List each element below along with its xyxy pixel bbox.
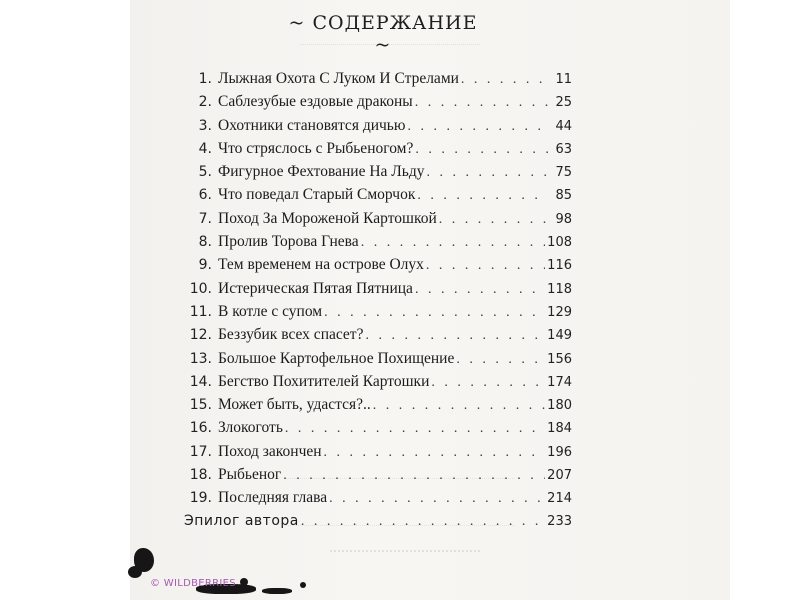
dot-leader: [415, 142, 548, 158]
chapter-title: Истерическая Пятая Пятница: [218, 279, 413, 297]
epilogue-title: Эпилог автора: [184, 512, 299, 529]
chapter-number: 17.: [189, 443, 212, 460]
chapter-title: Последняя глава: [218, 489, 328, 507]
chapter-number: 10.: [189, 280, 212, 297]
toc-entry: [184, 350, 572, 373]
dot-leader: [456, 352, 545, 368]
dot-leader: [415, 282, 545, 298]
page-number: 174: [547, 374, 572, 390]
toc-entry: [184, 70, 572, 93]
page-number: 25: [555, 95, 572, 111]
chapter-number: 6.: [198, 187, 212, 204]
page-number: 156: [547, 351, 572, 367]
chapter-title: Злокоготь: [218, 419, 283, 437]
ink-blot: [262, 588, 292, 594]
chapter-title: Фигурное Фехтование На Льду: [218, 163, 425, 181]
toc-entry: [184, 163, 572, 186]
toc-entry: [184, 186, 572, 209]
watermark: © WILDBERRIES: [150, 578, 236, 589]
chapter-number: 14.: [189, 373, 212, 390]
page-number: 75: [555, 165, 572, 181]
page-number: 184: [547, 421, 572, 437]
chapter-number: 19.: [189, 490, 212, 507]
toc-entry: [184, 326, 572, 349]
chapter-number: 1.: [198, 71, 212, 87]
ink-blot: [240, 578, 248, 586]
page-number: 116: [547, 258, 572, 274]
chapter-number: 5.: [198, 164, 212, 181]
dot-leader: [439, 212, 548, 228]
toc-entry: [184, 210, 572, 233]
page-number: 108: [547, 235, 572, 251]
chapter-title: Что поведал Старый Сморчок: [218, 186, 416, 204]
toc-entry: [184, 280, 572, 303]
dot-leader: [361, 235, 545, 251]
chapter-title: Поход За Мороженой Картошкой: [218, 209, 437, 227]
page-number: 98: [555, 211, 572, 227]
toc-entry: [184, 93, 572, 116]
dot-leader: [373, 398, 545, 414]
toc-entry: [184, 117, 572, 140]
toc-entry: [184, 303, 572, 326]
ink-blot: [300, 582, 306, 588]
dot-leader: [324, 305, 545, 321]
toc-entry: [184, 373, 572, 396]
chapter-number: 7.: [198, 210, 212, 227]
dot-leader: [426, 258, 545, 274]
dot-leader: [461, 72, 548, 88]
toc-entry: [184, 419, 572, 442]
page-number: 207: [547, 468, 572, 484]
chapter-number: 15.: [189, 397, 212, 414]
page-number: 233: [547, 513, 572, 529]
chapter-title: Поход закончен: [218, 442, 322, 460]
chapter-number: 3.: [198, 117, 212, 134]
chapter-title: Может быть, удастся?..: [218, 396, 371, 414]
dot-leader: [365, 328, 545, 344]
chapter-number: 8.: [198, 234, 212, 251]
toc-entry: [184, 396, 572, 419]
page-number: 11: [555, 72, 572, 87]
page-number: 129: [547, 304, 572, 320]
page-number: 149: [547, 328, 572, 344]
page-number: 85: [555, 188, 572, 204]
chapter-title: Беззубик всех спасет?: [218, 326, 364, 344]
chapter-title: Саблезубые ездовые драконы: [218, 93, 413, 111]
chapter-title: Пролив Торова Гнева: [218, 233, 359, 251]
toc-epilogue: [184, 513, 572, 536]
dot-leader: [415, 95, 548, 111]
toc-entry: [184, 489, 572, 512]
chapter-number: 16.: [189, 420, 212, 437]
chapter-title: Тем временем на острове Олух: [218, 256, 424, 274]
chapter-title: Охотники становятся дичью: [218, 116, 406, 134]
toc-entry: [184, 140, 572, 163]
chapter-title: Что стряслось с Рыбьеногом?: [218, 139, 414, 157]
page-number: 63: [555, 141, 572, 157]
toc-entry: [184, 256, 572, 279]
chapter-number: 2.: [198, 94, 212, 111]
dot-leader: [329, 491, 545, 507]
table-of-contents: [184, 70, 572, 536]
page-number: 214: [547, 491, 572, 507]
dot-leader: [285, 421, 545, 437]
chapter-number: 4.: [198, 140, 212, 157]
toc-entry: [184, 443, 572, 466]
dot-leader: [301, 514, 545, 530]
dot-leader: [324, 445, 546, 461]
chapter-number: 13.: [189, 350, 212, 367]
chapter-title: В котле с супом: [218, 302, 323, 320]
chapter-title: Лыжная Охота С Луком И Стрелами: [218, 70, 459, 87]
page-number: 44: [555, 118, 572, 134]
dot-leader: [417, 188, 548, 204]
chapter-title: Бегство Похитителей Картошки: [218, 372, 430, 390]
toc-entry: [184, 233, 572, 256]
ink-blot: [128, 566, 142, 578]
page-number: 118: [547, 281, 572, 297]
chapter-title: Рыбьеног: [218, 466, 282, 484]
page-number: 196: [547, 444, 572, 460]
chapter-number: 11.: [189, 303, 212, 320]
show-through-text: [330, 550, 480, 562]
dot-leader: [407, 119, 548, 135]
page-title: ~ СОДЕРЖАНИЕ ~: [288, 12, 478, 56]
dot-leader: [431, 375, 545, 391]
chapter-number: 12.: [189, 327, 212, 344]
dot-leader: [427, 165, 549, 181]
chapter-number: 9.: [198, 257, 212, 274]
page-number: 180: [547, 398, 572, 414]
dot-leader: [283, 468, 545, 484]
chapter-title: Большое Картофельное Похищение: [218, 349, 455, 367]
toc-entry: [184, 466, 572, 489]
chapter-number: 18.: [189, 467, 212, 484]
